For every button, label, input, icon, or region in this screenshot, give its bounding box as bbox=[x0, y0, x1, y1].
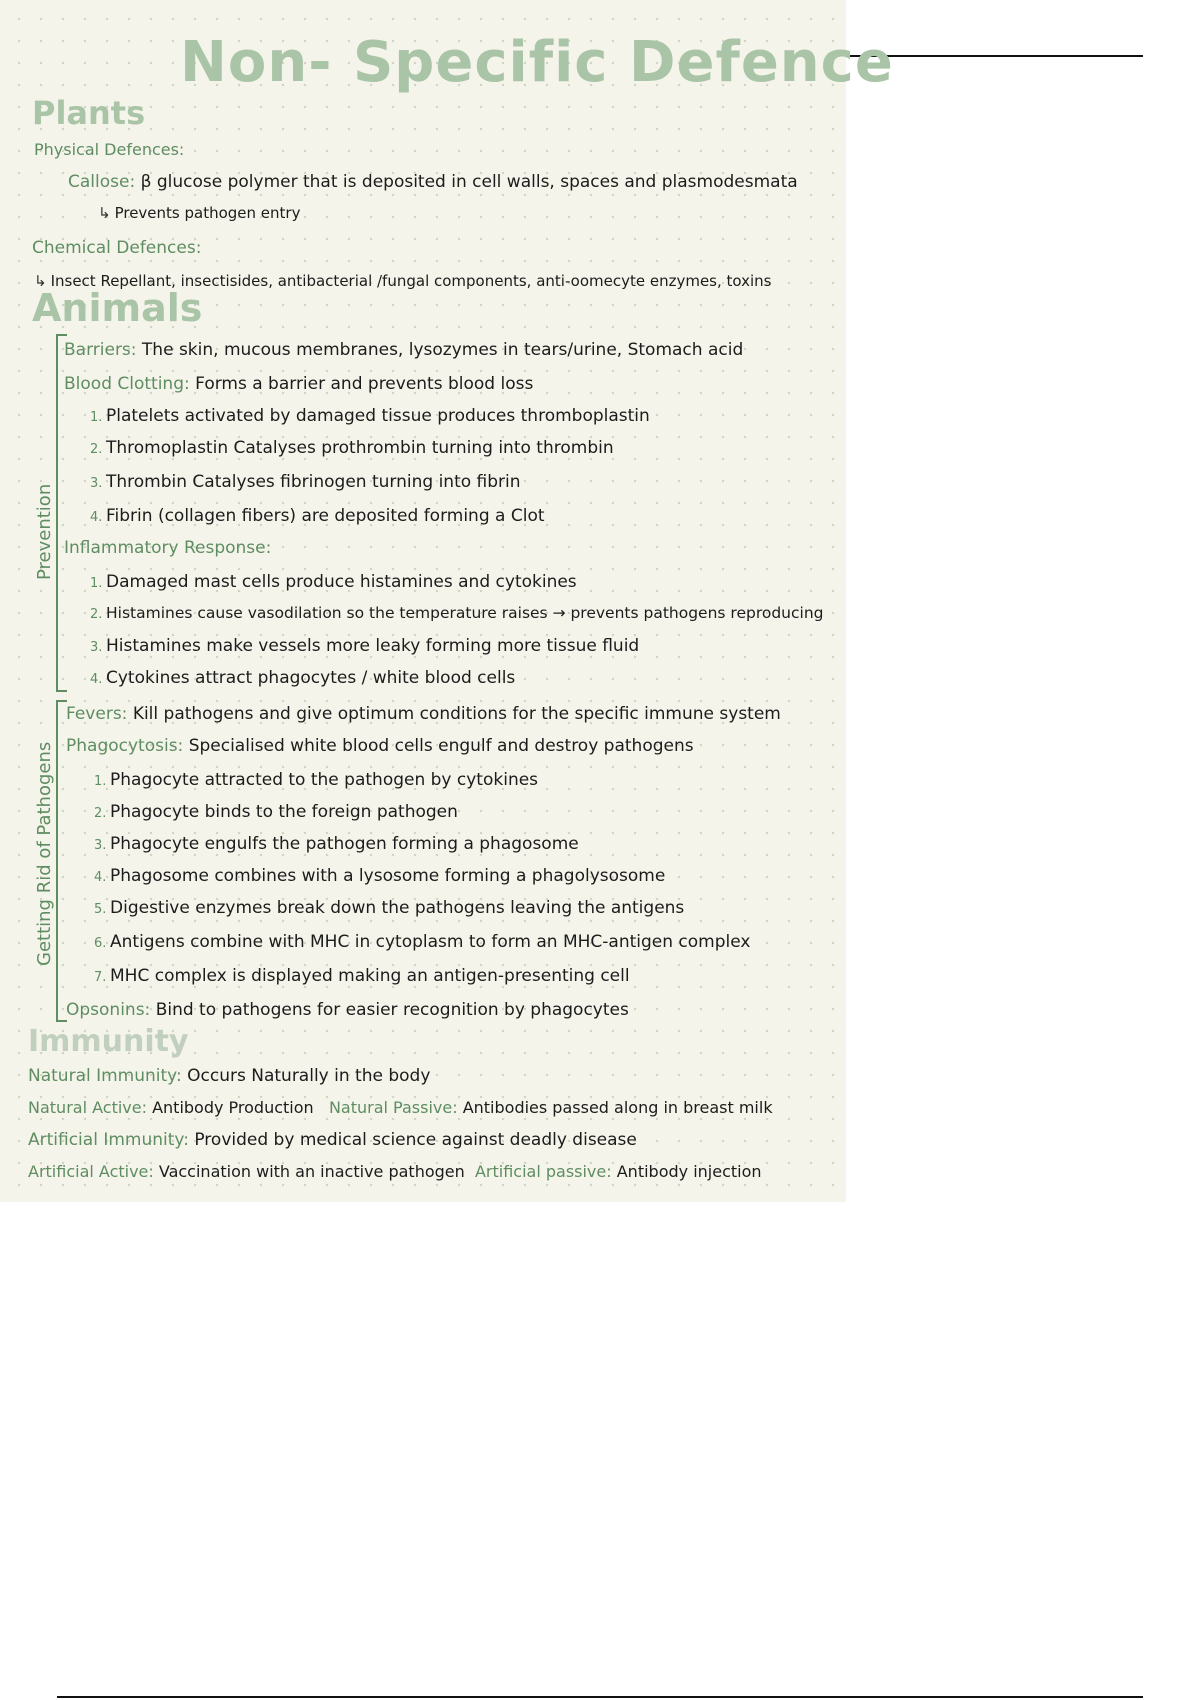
clotting-step bbox=[90, 506, 545, 526]
natural-types-line bbox=[28, 1098, 773, 1117]
callose-text: β glucose polymer that is deposited in cell walls, spaces and plasmodesmata bbox=[140, 172, 798, 192]
immunity-heading: Immunity bbox=[28, 1024, 189, 1059]
phagocytosis-line bbox=[66, 736, 694, 756]
prevention-label: Prevention bbox=[34, 483, 55, 580]
animals-heading: Animals bbox=[32, 286, 203, 330]
arrow-icon: ↳ bbox=[34, 272, 47, 290]
natural-passive-label: Natural Passive: bbox=[328, 1098, 458, 1117]
fevers-label: Fevers: bbox=[66, 704, 128, 724]
getting-rid-label: Getting Rid of Pathogens bbox=[34, 741, 55, 966]
phagocytosis-step bbox=[94, 898, 684, 918]
phagocytosis-step bbox=[94, 802, 458, 822]
barriers-line bbox=[64, 340, 743, 360]
natural-immunity-line bbox=[28, 1066, 430, 1086]
arrow-icon: ↳ bbox=[98, 204, 111, 222]
artificial-active-label: Artificial Active: bbox=[28, 1162, 154, 1181]
step-number: 4. bbox=[90, 672, 103, 687]
physical-defences-label bbox=[34, 140, 184, 159]
artificial-label: Artificial Immunity: bbox=[28, 1130, 189, 1150]
step-number: 6. bbox=[94, 936, 107, 951]
inflammatory-step bbox=[90, 572, 577, 592]
step-text: Thrombin Catalyses fibrinogen turning into fibrin bbox=[106, 472, 521, 492]
chemical-defences-label bbox=[32, 238, 201, 258]
inflammatory-step bbox=[90, 636, 639, 656]
clotting-line bbox=[64, 374, 533, 394]
step-text: Digestive enzymes break down the pathogens leaving the antigens bbox=[110, 898, 685, 918]
page-title: Non- Specific Defence bbox=[180, 30, 894, 95]
step-text: Phagosome combines with a lysosome forming a phagolysosome bbox=[110, 866, 666, 886]
phagocytosis-step bbox=[94, 834, 579, 854]
step-text: Histamines cause vasodilation so the temperature raises → prevents pathogens reproducing bbox=[106, 604, 824, 622]
phagocytosis-step bbox=[94, 770, 538, 790]
opsonins-line bbox=[66, 1000, 629, 1020]
chemical-text: Insect Repellant, insectisides, antibacterial /fungal components, anti-oomecyte enzymes, toxins bbox=[50, 272, 772, 290]
plants-heading: Plants bbox=[32, 94, 146, 132]
step-text: Phagocyte binds to the foreign pathogen bbox=[110, 802, 458, 822]
step-text: Platelets activated by damaged tissue produces thromboplastin bbox=[106, 406, 650, 426]
chemical-label-text: Chemical Defences: bbox=[32, 238, 202, 258]
clotting-text: Forms a barrier and prevents blood loss bbox=[195, 374, 534, 394]
step-number: 3. bbox=[94, 838, 107, 853]
step-text: Damaged mast cells produce histamines and cytokines bbox=[106, 572, 577, 592]
inflammatory-label: Inflammatory Response: bbox=[64, 538, 272, 558]
artificial-types-line bbox=[28, 1162, 762, 1181]
barriers-label: Barriers: bbox=[64, 340, 137, 360]
clotting-label: Blood Clotting: bbox=[64, 374, 190, 394]
fevers-line bbox=[66, 704, 781, 724]
step-number: 4. bbox=[90, 510, 103, 525]
step-text: Phagocyte attracted to the pathogen by cytokines bbox=[110, 770, 539, 790]
artificial-immunity-line bbox=[28, 1130, 637, 1150]
fevers-text: Kill pathogens and give optimum conditions for the specific immune system bbox=[132, 704, 781, 724]
step-number: 2. bbox=[90, 442, 103, 457]
step-number: 1. bbox=[94, 774, 107, 789]
step-number: 3. bbox=[90, 476, 103, 491]
callose-label: Callose: bbox=[68, 172, 136, 192]
phagocytosis-label: Phagocytosis: bbox=[66, 736, 184, 756]
step-text: Histamines make vessels more leaky forming more tissue fluid bbox=[106, 636, 640, 656]
phagocytosis-step bbox=[94, 966, 630, 986]
inflammatory-step bbox=[90, 668, 515, 688]
artificial-passive-text: Antibody injection bbox=[616, 1162, 762, 1181]
artificial-passive-label: Artificial passive: bbox=[474, 1162, 612, 1181]
step-text: MHC complex is displayed making an antigen-presenting cell bbox=[110, 966, 630, 986]
opsonins-label: Opsonins: bbox=[66, 1000, 151, 1020]
step-number: 2. bbox=[94, 806, 107, 821]
opsonins-text: Bind to pathogens for easier recognition by phagocytes bbox=[155, 1000, 629, 1020]
phagocytosis-step bbox=[94, 866, 665, 886]
natural-text: Occurs Naturally in the body bbox=[187, 1066, 431, 1086]
step-text: Thromoplastin Catalyses prothrombin turning into thrombin bbox=[106, 438, 614, 458]
natural-active-label: Natural Active: bbox=[28, 1098, 147, 1117]
callose-sub-text: Prevents pathogen entry bbox=[114, 204, 301, 222]
barriers-text: The skin, mucous membranes, lysozymes in tears/urine, Stomach acid bbox=[141, 340, 744, 360]
natural-label: Natural Immunity: bbox=[28, 1066, 182, 1086]
step-number: 7. bbox=[94, 970, 107, 985]
step-number: 2. bbox=[90, 607, 103, 622]
clotting-step bbox=[90, 438, 614, 458]
step-text: Phagocyte engulfs the pathogen forming a phagosome bbox=[110, 834, 579, 854]
step-number: 3. bbox=[90, 640, 103, 655]
callose-line bbox=[68, 172, 798, 192]
artificial-text: Provided by medical science against deadly disease bbox=[194, 1130, 637, 1150]
clotting-step bbox=[90, 406, 650, 426]
inflammatory-step bbox=[90, 604, 824, 622]
phagocytosis-text: Specialised white blood cells engulf and destroy pathogens bbox=[188, 736, 694, 756]
natural-active-text: Antibody Production bbox=[152, 1098, 314, 1117]
step-number: 4. bbox=[94, 870, 107, 885]
inflammatory-line bbox=[64, 538, 271, 558]
step-number: 1. bbox=[90, 576, 103, 591]
artificial-active-text: Vaccination with an inactive pathogen bbox=[158, 1162, 465, 1181]
physical-label-text: Physical Defences: bbox=[34, 140, 185, 159]
step-number: 1. bbox=[90, 410, 103, 425]
step-text: Antigens combine with MHC in cytoplasm to form an MHC-antigen complex bbox=[110, 932, 751, 952]
step-text: Fibrin (collagen fibers) are deposited forming a Clot bbox=[106, 506, 545, 526]
footer-rule bbox=[57, 1696, 1143, 1698]
phagocytosis-step bbox=[94, 932, 750, 952]
natural-passive-text: Antibodies passed along in breast milk bbox=[462, 1098, 773, 1117]
callose-sub-line bbox=[98, 204, 300, 222]
step-text: Cytokines attract phagocytes / white blood cells bbox=[106, 668, 516, 688]
step-number: 5. bbox=[94, 902, 107, 917]
clotting-step bbox=[90, 472, 521, 492]
